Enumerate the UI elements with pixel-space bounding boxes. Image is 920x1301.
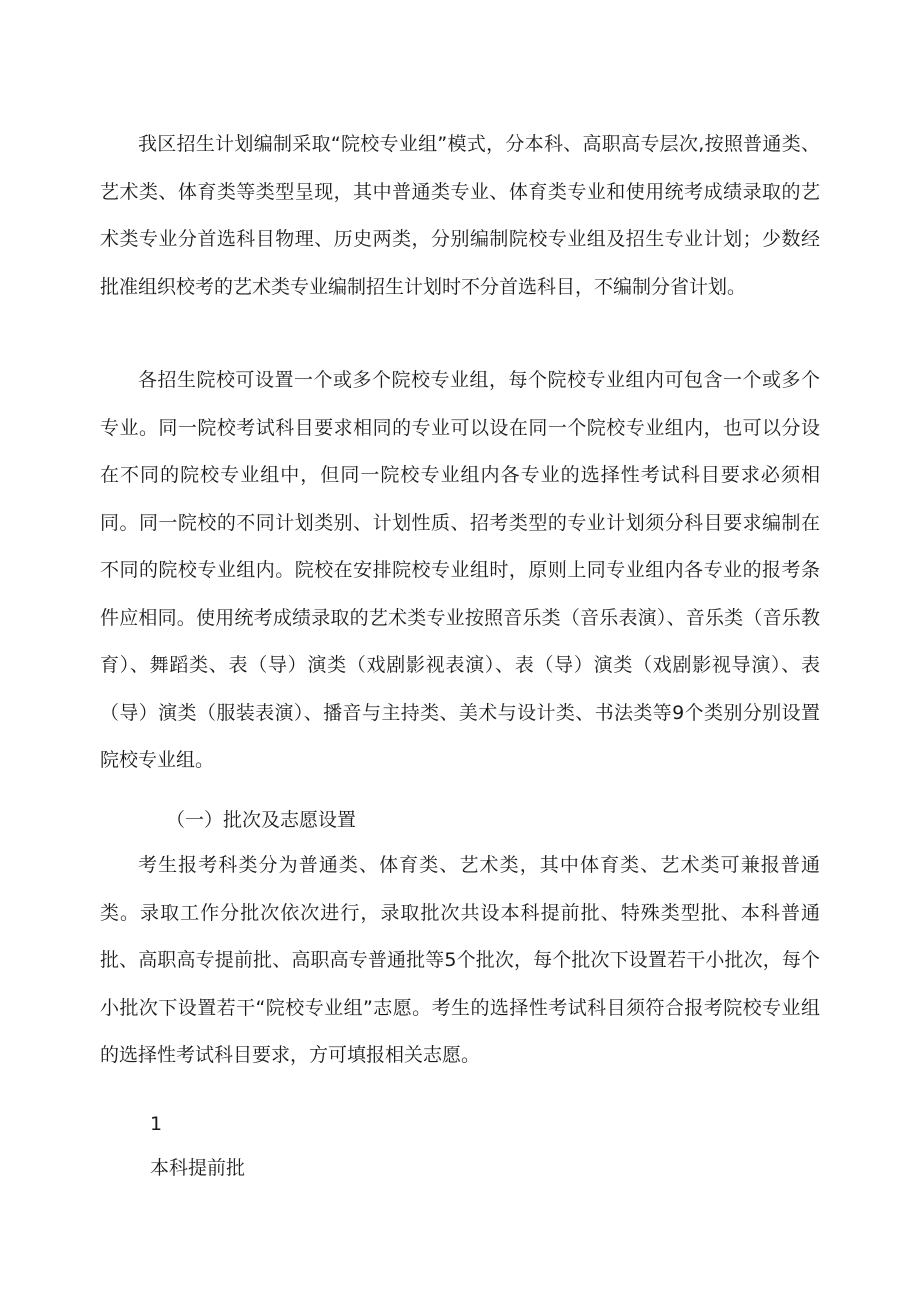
list-item-title: 本科提前批	[150, 1157, 246, 1179]
section-heading-batches: （一）批次及志愿设置	[166, 809, 357, 831]
paragraph-batches: 考生报考科类分为普通类、体育类、艺术类，其中体育类、艺术类可兼报普通类。录取工作分批次依次进行，录取批次共设本科提前批、特殊类型批、本科普通批、高职高专提前批、高职高专普通批等5个批次，每个批次下设置若干小批次，每个小批次下设置若干“院校专业组”志愿。考生的选择性考试科目须符合报考院校专业组的选择性考试科目要求，方可填报相关志愿。	[100, 854, 820, 1066]
paragraph-enrollment-plan: 我区招生计划编制采取“院校专业组”模式，分本科、高职高专层次,按照普通类、艺术类、体育类等类型呈现，其中普通类专业、体育类专业和使用统考成绩录取的艺术类专业分首选科目物理、历史两类，分别编制院校专业组及招生专业计划；少数经批准组织校考的艺术类专业编制招生计划时不分首选科目，不编制分省计划。	[100, 133, 820, 298]
list-item-number: 1	[150, 1113, 163, 1135]
paragraph-major-groups: 各招生院校可设置一个或多个院校专业组，每个院校专业组内可包含一个或多个专业。同一院校考试科目要求相同的专业可以设在同一个院校专业组内，也可以分设在不同的院校专业组中，但同一院校专业组内各专业的选择性考试科目要求必须相同。同一院校的不同计划类别、计划性质、招考类型的专业计划须分科目要求编制在不同的院校专业组内。院校在安排院校专业组时，原则上同专业组内各专业的报考条件应相同。使用统考成绩录取的艺术类专业按照音乐类（音乐表演）、音乐类（音乐教育）、舞蹈类、表（导）演类（戏剧影视表演）、表（导）演类（戏剧影视导演）、表（导）演类（服装表演）、播音与主持类、美术与设计类、书法类等9个类别分别设置院校专业组。	[100, 369, 820, 771]
